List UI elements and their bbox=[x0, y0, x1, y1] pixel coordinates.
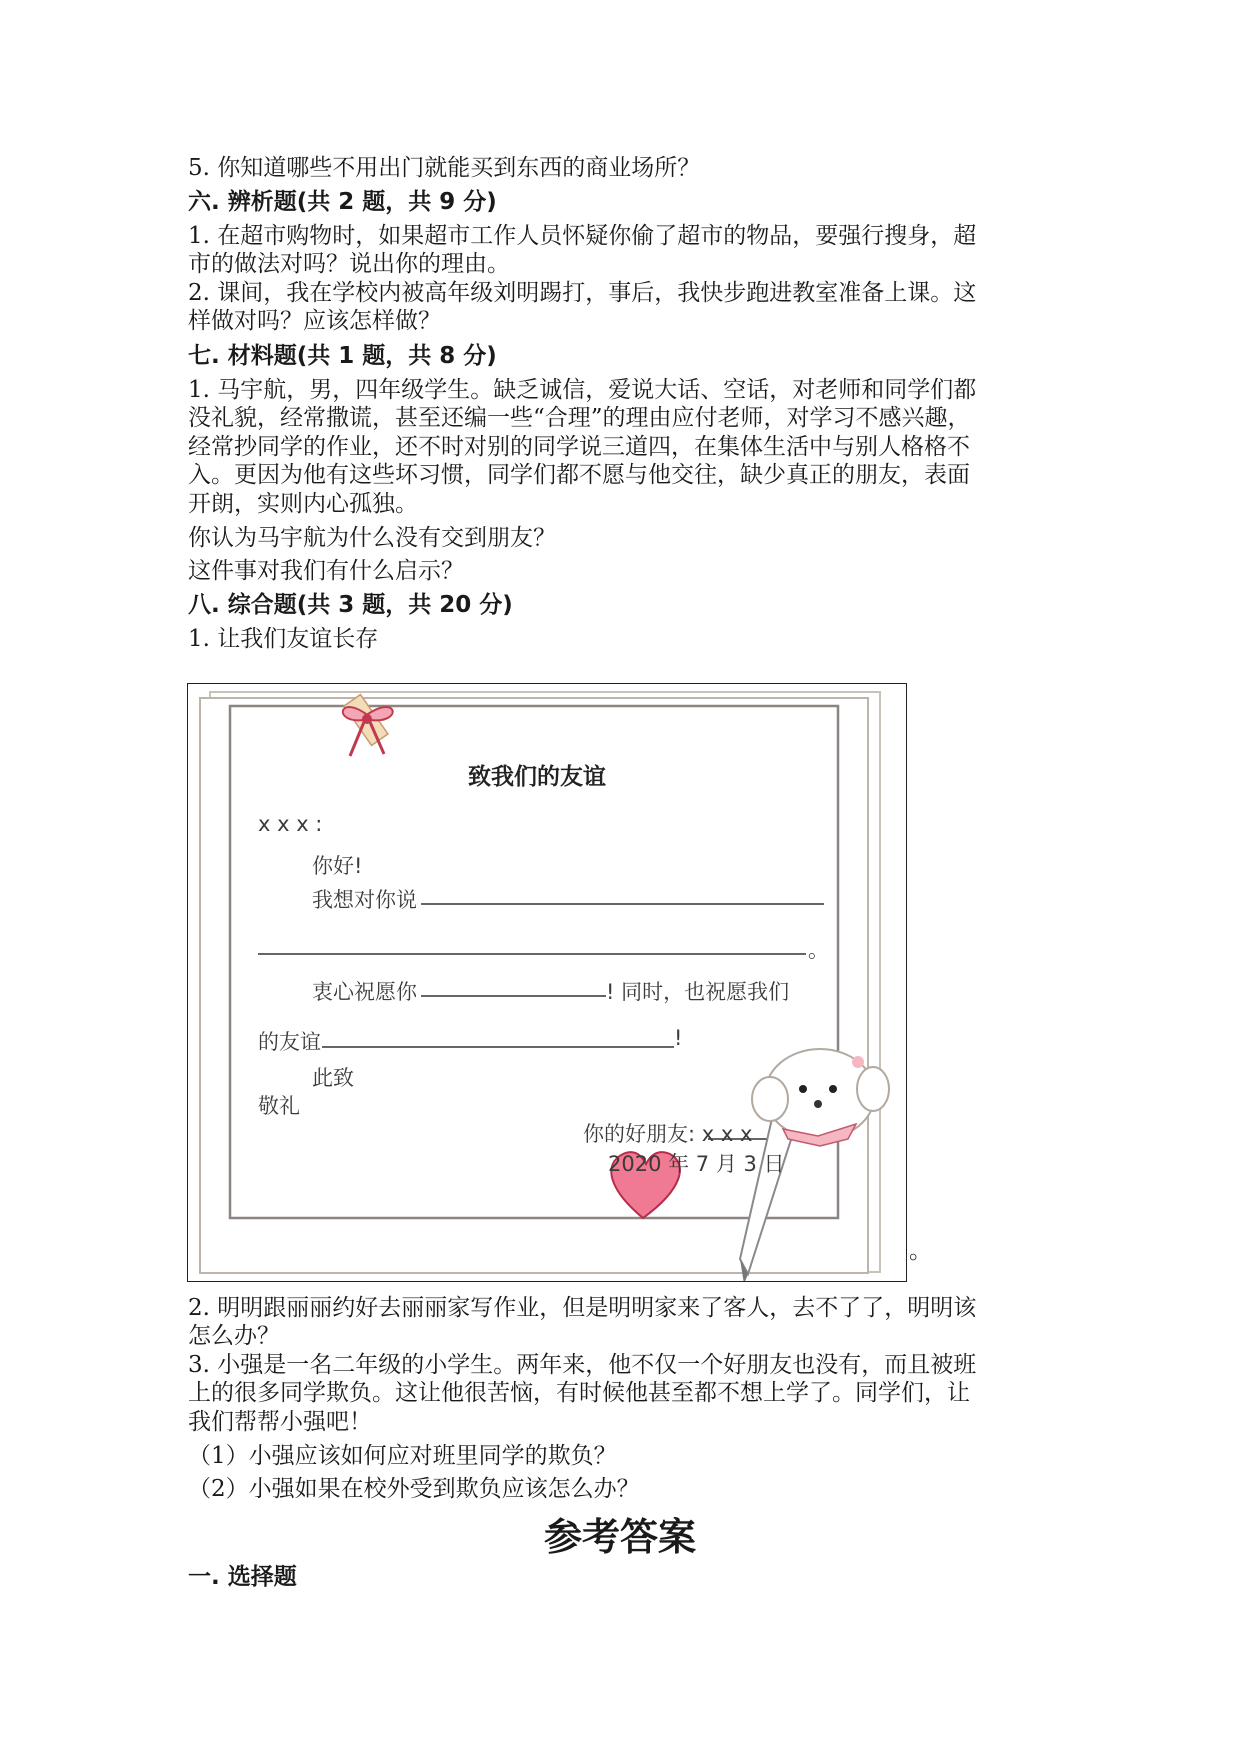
section-8-q1: 1. 让我们友谊长存 bbox=[188, 626, 379, 652]
section-6-q2-line1: 2. 课间，我在学校内被高年级刘明踢打，事后，我快步跑进教室准备上课。这 bbox=[188, 280, 977, 306]
question-5: 5. 你知道哪些不用出门就能买到东西的商业场所？ bbox=[188, 155, 701, 181]
letter-greeting: 你好! bbox=[312, 854, 363, 878]
letter-closing1: 此致 bbox=[312, 1066, 354, 1090]
image-trailing-period: 。 bbox=[909, 1238, 932, 1264]
section-8-q2-line1: 2. 明明跟丽丽约好去丽丽家写作业，但是明明家来了客人，去不了了，明明该 bbox=[188, 1295, 977, 1321]
section-8-q3-sub2: （2）小强如果在校外受到欺负应该怎么办？ bbox=[188, 1476, 640, 1502]
answer-key-title: 参考答案 bbox=[543, 1515, 696, 1559]
section-6-q2-line2: 样做对吗？应该怎样做？ bbox=[188, 308, 441, 334]
answer-section-1-heading: 一. 选择题 bbox=[188, 1564, 297, 1590]
section-7-line: 没礼貌，经常撒谎，甚至还编一些“合理”的理由应付老师，对学习不感兴趣， bbox=[188, 405, 971, 431]
letter-wish-mid: ! 同时，也祝愿我们 bbox=[606, 980, 790, 1004]
section-7-line: 经常抄同学的作业，还不时对别的同学说三道四，在集体生活中与别人格格不 bbox=[188, 434, 970, 460]
section-7-line: 开朗，实则内心孤独。 bbox=[188, 491, 418, 517]
letter-friendship: 的友谊 bbox=[258, 1030, 321, 1054]
letter-say: 我想对你说 bbox=[312, 888, 417, 912]
section-8-q2-line2: 怎么办？ bbox=[188, 1323, 280, 1349]
letter-signature: 你的好朋友: x x x bbox=[583, 1122, 753, 1146]
section-6-q1-line2: 市的做法对吗？说出你的理由。 bbox=[188, 251, 510, 277]
section-8-q3-line2: 上的很多同学欺负。这让他很苦恼，有时候他甚至都不想上学了。同学们，让 bbox=[188, 1380, 970, 1406]
letter-date: 2020 年 7 月 3 日 bbox=[608, 1152, 785, 1176]
letter-title: 致我们的友谊 bbox=[468, 764, 606, 790]
letter-wish-prefix: 衷心祝愿你 bbox=[312, 980, 417, 1004]
section-7-ask1: 你认为马宇航为什么没有交到朋友？ bbox=[188, 525, 556, 551]
letter-salutation: x x x : bbox=[258, 812, 323, 836]
section-7-heading: 七. 材料题(共 1 题，共 8 分) bbox=[188, 343, 497, 369]
section-8-q3-sub1: （1）小强应该如何应对班里同学的欺负？ bbox=[188, 1443, 617, 1469]
letter-exclaim: ! bbox=[674, 1026, 683, 1050]
section-7-ask2: 这件事对我们有什么启示？ bbox=[188, 558, 464, 584]
section-7-line: 入。更因为他有这些坏习惯，同学们都不愿与他交往，缺少真正的朋友，表面 bbox=[188, 462, 970, 488]
section-6-heading: 六. 辨析题(共 2 题，共 9 分) bbox=[188, 189, 497, 215]
section-8-q3-line1: 3. 小强是一名二年级的小学生。两年来，他不仅一个好朋友也没有，而且被班 bbox=[188, 1352, 977, 1378]
letter-end-dot: 。 bbox=[808, 938, 829, 962]
section-8-q3-line3: 我们帮帮小强吧！ bbox=[188, 1409, 372, 1435]
section-6-q1-line1: 1. 在超市购物时，如果超市工作人员怀疑你偷了超市的物品，要强行搜身，超 bbox=[188, 223, 977, 249]
section-7-line: 1. 马宇航，男，四年级学生。缺乏诚信，爱说大话、空话，对老师和同学们都 bbox=[188, 377, 977, 403]
friendship-letter-image bbox=[187, 683, 907, 1282]
section-8-heading: 八. 综合题(共 3 题，共 20 分) bbox=[188, 592, 513, 618]
letter-closing2: 敬礼 bbox=[258, 1094, 300, 1118]
